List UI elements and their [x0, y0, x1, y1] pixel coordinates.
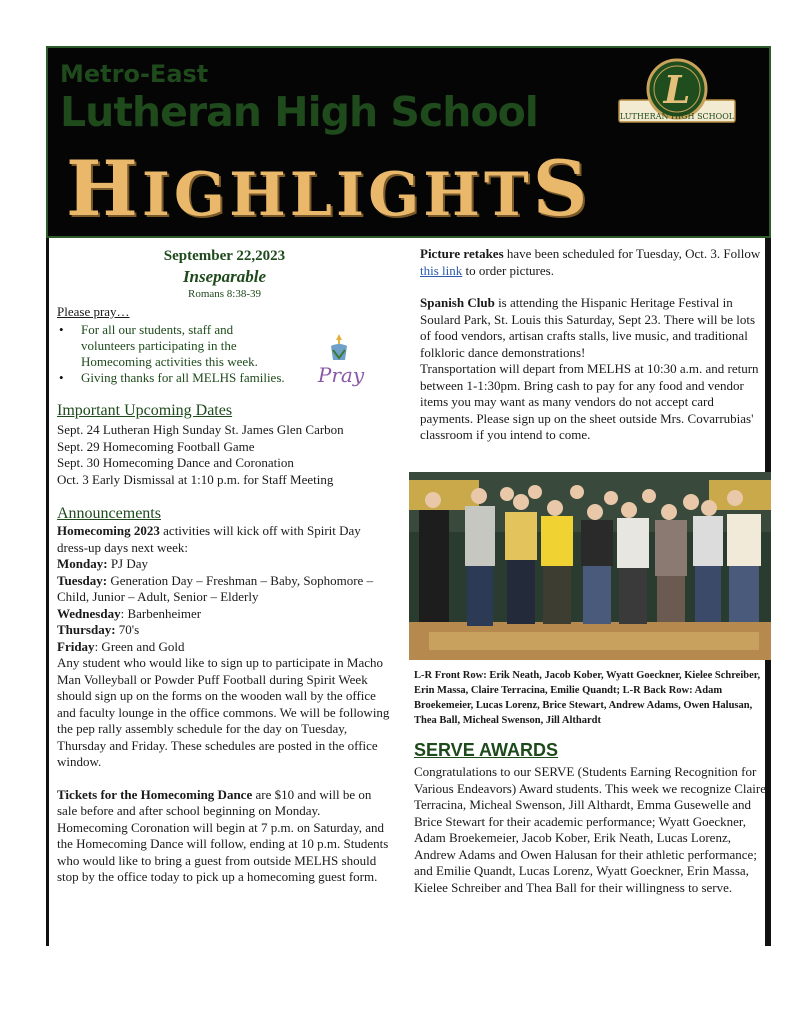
- dates-heading: Important Upcoming Dates: [57, 402, 233, 419]
- date-item: Oct. 3 Early Dismissal at 1:10 p.m. for Staff Meeting: [57, 471, 334, 487]
- spirit-day-label: Friday: [57, 638, 95, 654]
- homecoming-intro: [57, 523, 392, 556]
- announcements-heading: Announcements: [57, 505, 161, 522]
- tickets-text: are $10 and will be on sale before and after school beginning on Monday. Homecoming Coronation will begin at 7 p.m. on Saturday, and the Homecoming Dance will follow, ending at 10 p.m. Students who would like to bring a guest from outside MELHS should stop by the office today to pick up a homecoming guest form.: [57, 786, 389, 884]
- banner-letter-s: S: [532, 144, 592, 233]
- logo-letter: L: [663, 67, 691, 112]
- spirit-day-label: Tuesday:: [57, 572, 108, 588]
- spanish-club-text: is attending the Hispanic Heritage Festival in Soulard Park, St. Louis this Saturday, Sept 23. There will be lots of food vendors, artisan crafts stalls, live music, and traditional folkloric dance demonstrations!: [420, 295, 756, 360]
- spanish-club-paragraph: [420, 295, 765, 361]
- pray-item: • For all our students, staff and volunteers participating in the Homecoming activities this week.: [57, 322, 287, 370]
- pray-icon-text: Pray: [317, 363, 365, 387]
- spirit-day: [57, 573, 392, 606]
- homecoming-intro-bold: Homecoming 2023: [57, 523, 160, 538]
- spirit-day: [57, 639, 392, 656]
- right-column: [420, 246, 765, 444]
- spirit-day-label: Monday:: [57, 556, 108, 571]
- transportation-paragraph: Transportation will depart from MELHS at 10:30 a.m. and return between 1-1:30pm. Bring cash to pay for any food and vendor items you may want as many vendors do not accept card payments. Please sign up on the sheet outside Mrs. Covarrubias' classroom if you intend to come.: [420, 361, 759, 442]
- spanish-club-bold: Spanish Club: [420, 295, 495, 310]
- spirit-day-label: Thursday:: [57, 622, 116, 637]
- retakes-text: have been scheduled for Tuesday, Oct. 3. Follow: [503, 246, 761, 261]
- spirit-day: [57, 622, 392, 639]
- retakes-bold: Picture retakes: [420, 246, 504, 261]
- homecoming-intro-text: activities will kick off with Spirit Day dress-up days next week:: [57, 523, 361, 555]
- spirit-day: [57, 606, 392, 623]
- photo-caption: L-R Front Row: Erik Neath, Jacob Kober, Wyatt Goeckner, Kielee Schreiber, Erin Massa, Claire Terracina, Emilie Quandt; L-R Back Row: Adam Broekemeier, Lucas Lorenz, Brice Stewart, Andrew Adams, Owen Halusan, Thea Ball, Micheal Swenson, Jill Althardt: [414, 670, 761, 726]
- right-lower-column: [414, 668, 768, 896]
- retakes-paragraph: [420, 246, 765, 279]
- left-column: [57, 246, 392, 886]
- school-logo: [618, 56, 736, 132]
- spirit-day-text: : Green and Gold: [94, 638, 185, 654]
- highlights-banner: [66, 144, 592, 233]
- bible-verse: Romans 8:38-39: [187, 288, 262, 300]
- retakes-text-end: to order pictures.: [462, 262, 554, 278]
- pray-list: [57, 322, 392, 386]
- banner-middle: IGHLIGHT: [141, 160, 533, 230]
- spirit-day-text: PJ Day: [107, 556, 149, 571]
- serve-awards-heading: SERVE AWARDS: [414, 740, 559, 760]
- pray-item: • Giving thanks for all MELHS families.: [57, 370, 392, 386]
- weekly-theme: Inseparable: [182, 267, 267, 286]
- signup-paragraph: Any student who would like to sign up to participate in Macho Man Volleyball or Powder Puff Football during Spirit Week should sign up on the forms on the wooden wall by the office and faculty lounge in the office commons. We will be following the pep rally assembly schedule for the day on Tuesday, Thursday and Friday. These schedules are posted in the office window.: [57, 655, 390, 769]
- serve-award-group-photo: [409, 472, 771, 660]
- banner-letter-h: H: [66, 144, 142, 233]
- issue-date: September 22,2023: [163, 248, 286, 264]
- order-pictures-link[interactable]: this link: [420, 262, 463, 278]
- school-name-line1: Metro-East: [60, 60, 209, 88]
- masthead: [46, 46, 771, 238]
- pray-icon: [309, 330, 371, 390]
- serve-awards-body: Congratulations to our SERVE (Students Earning Recognition for Various Endeavors) Award students. This week we recognize Claire Terracina, Micheal Swenson, Jill Althardt, Emma Gusewelle and Brice Stewart for their academic performance; Wyatt Goeckner, Adam Broekemeier, Jacob Kober, Erik Neath, Lucas Lorenz, Andrew Adams and Owen Halusan for their athletic performance; and Emilie Quandt, Lucas Lorenz, Wyatt Goeckner, Erin Massa, Kielee Schreiber and Thea Ball for their willingness to serve.: [414, 764, 766, 895]
- date-item: Sept. 30 Homecoming Dance and Coronation: [57, 455, 294, 470]
- spirit-day: [57, 556, 392, 573]
- spirit-day-text: Generation Day – Freshman – Baby, Sophomore – Child, Junior – Adult, Senior – Elderly: [57, 572, 374, 604]
- spirit-day-label: Wednesday: [57, 605, 121, 621]
- tickets-paragraph: [57, 787, 392, 886]
- spirit-day-text: : Barbenheimer: [120, 605, 202, 621]
- logo-text: LUTHERAN HIGH SCHOOL: [619, 112, 735, 121]
- date-item: Sept. 24 Lutheran High Sunday St. James Glen Carbon: [57, 422, 344, 437]
- school-name-line2: Lutheran High School: [60, 88, 538, 136]
- announcements-body: [57, 523, 392, 886]
- pray-heading: Please pray…: [57, 304, 130, 319]
- date-item: Sept. 29 Homecoming Football Game: [57, 438, 255, 454]
- spirit-day-text: 70's: [115, 622, 140, 637]
- tickets-bold: Tickets for the Homecoming Dance: [57, 786, 253, 802]
- dates-list: [57, 422, 392, 488]
